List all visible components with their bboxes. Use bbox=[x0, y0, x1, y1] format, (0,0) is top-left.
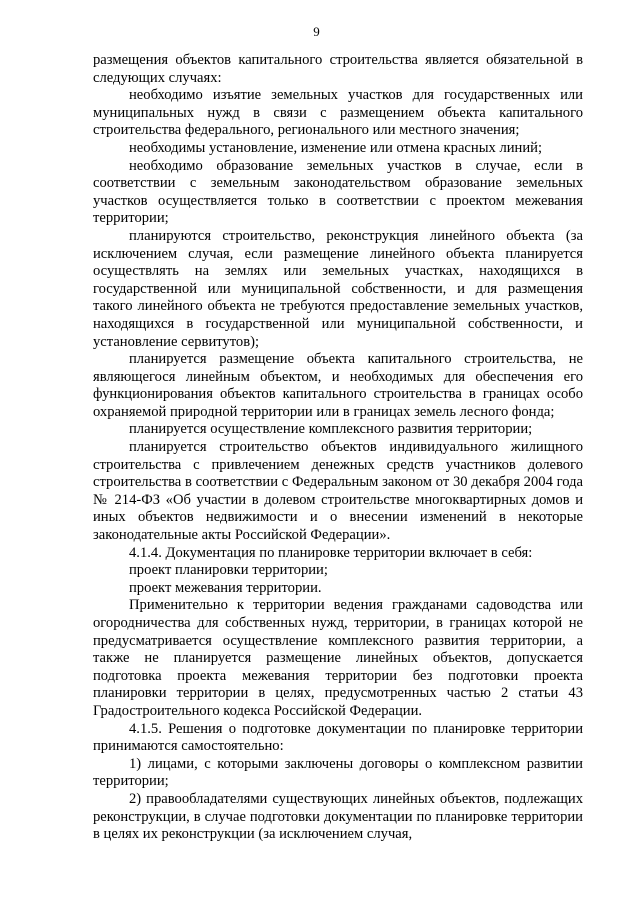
paragraph-complex-development: планируется осуществление комплексного развития территории; bbox=[129, 421, 533, 438]
paragraph-land-seizure: необходимо изъятие земельных участков для государственных или муниципальных нужд в связи с размещением объекта капитального строительства федерального, регионального или местного значения; bbox=[93, 87, 583, 139]
paragraph-land-formation: необходимо образование земельных участков в случае, если в соответствии с земельным законодательством образование земельных участков осуществляется только в соответствии с проектом межевания территории; bbox=[93, 157, 583, 227]
paragraph-section-4-1-4: 4.1.4. Документация по планировке территории включает в себя: bbox=[129, 544, 533, 561]
paragraph-gardening-territory: Применительно к территории ведения гражданами садоводства или огородничества для собственных нужд, территории, в границах которой не предусматривается осуществление комплексного развития территории, а также не планируется размещение линейных объектов, допускается подготовка проекта межевания территории без подготовки проекта планировки территории в целях, предусмотренных частью 2 статьи 43 Градостроительного кодекса Российской Федерации. bbox=[93, 597, 583, 719]
paragraph-linear-object: планируются строительство, реконструкция линейного объекта (за исключением случая, если размещение линейного объекта планируется осуществлять на землях или земельных участках, находящихся в государственной или муниципальной собственности, и для размещения такого линейного объекта не требуются предоставление земельных участков, находящихся в государственной или муниципальной собственности, и установление сервитутов); bbox=[93, 227, 583, 350]
paragraph-section-4-1-5: 4.1.5. Решения о подготовке документации по планировке территории принимаются самостоятельно: bbox=[93, 720, 583, 755]
paragraph-red-lines: необходимы установление, изменение или отмена красных линий; bbox=[129, 139, 543, 156]
paragraph-item-2: 2) правообладателями существующих линейных объектов, подлежащих реконструкции, в случае подготовки документации по планировке территории в целях их реконструкции (за исключением случая, bbox=[93, 790, 583, 843]
paragraph-continuation: размещения объектов капитального строительства является обязательной в следующих случаях: bbox=[93, 52, 583, 86]
paragraph-individual-housing: планируется строительство объектов индивидуального жилищного строительства с привлечением денежных средств участников долевого строительства в соответствии с Федеральным законом от 30 декабря 2004 года № 214-ФЗ «Об участии в долевом строительстве многоквартирных домов и иных объектов недвижимости и о внесении изменений в некоторые законодательные акты Российской Федерации». bbox=[93, 439, 583, 544]
paragraph-item-1: 1) лицами, с которыми заключены договоры о комплексном развитии территории; bbox=[93, 755, 583, 790]
document-body bbox=[93, 52, 583, 844]
paragraph-surveying-project: проект межевания территории. bbox=[129, 579, 322, 596]
page-number: 9 bbox=[313, 24, 320, 39]
paragraph-protected-territory: планируется размещение объекта капитального строительства, не являющегося линейным объектом, и необходимых для обеспечения его функционирования объектов капитального строительства в границах особо охраняемой природной территории или в границах земель лесного фонда; bbox=[93, 351, 583, 420]
paragraph-planning-project: проект планировки территории; bbox=[129, 562, 328, 579]
